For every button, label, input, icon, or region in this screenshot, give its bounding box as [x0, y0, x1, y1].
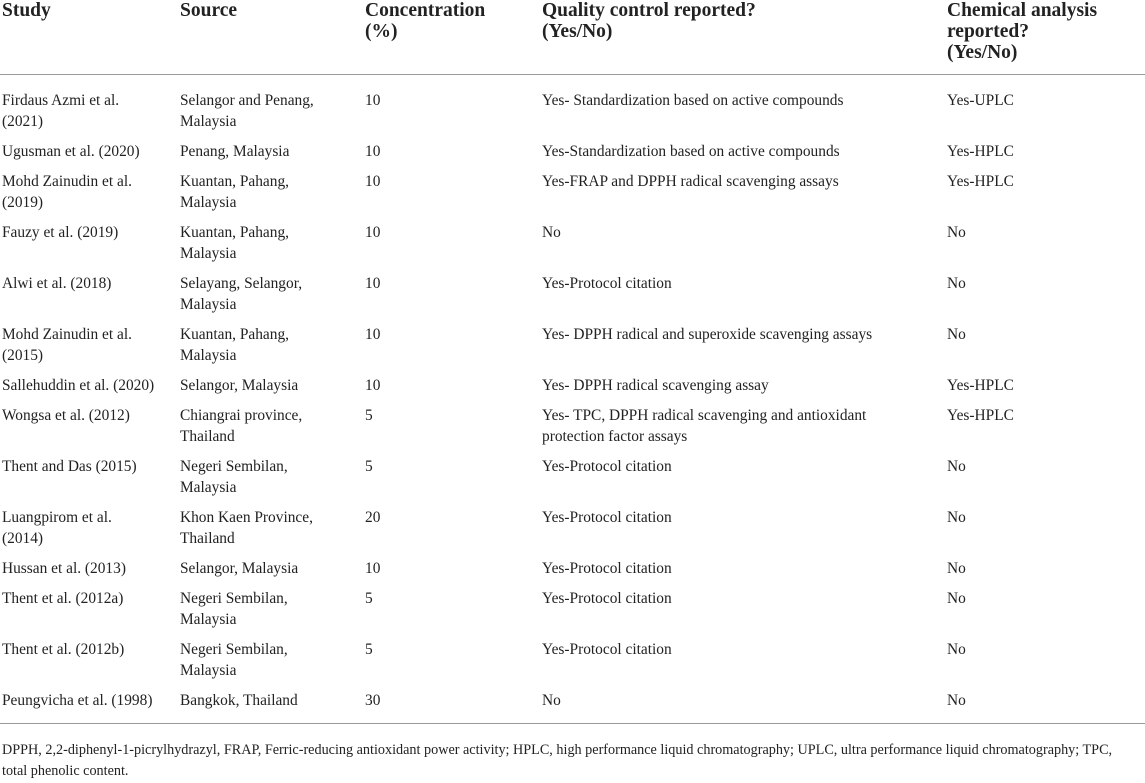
cell-chemical-analysis: No	[947, 508, 966, 526]
cell-quality-control: No	[542, 690, 947, 724]
cell-study: Alwi et al. (2018)	[2, 274, 112, 292]
cell-concentration: 10	[365, 559, 381, 577]
table-footnote: DPPH, 2,2-diphenyl-1-picrylhydrazyl, FRAP, Ferric-reducing antioxidant power activity; HPLC, high performance liquid chromatography; UPLC, ultra performance liquid chromatography; TPC, total phenolic content.	[2, 742, 1113, 779]
cell-concentration: 10	[365, 223, 381, 241]
table-row	[0, 690, 1145, 724]
cell-quality-control: Yes- DPPH radical scavenging assay	[542, 376, 769, 394]
cell-quality-control: Yes-Protocol citation	[542, 559, 672, 577]
cell-concentration: 10	[365, 376, 381, 394]
cell-source: Khon Kaen Province, Thailand	[180, 508, 313, 547]
table-row	[0, 171, 1145, 222]
table-row	[0, 90, 1145, 141]
cell-chemical-analysis: No	[947, 640, 966, 658]
cell-quality-control: Yes- DPPH radical and superoxide scavenging assays	[542, 325, 873, 343]
cell-source: Chiangrai province, Thailand	[180, 406, 303, 445]
cell-chemical-analysis: Yes-HPLC	[947, 172, 1014, 190]
table-row	[0, 456, 1145, 507]
cell-chemical-analysis: No	[947, 223, 966, 241]
cell-chemical-analysis: No	[947, 589, 966, 607]
cell-study: Thent et al. (2012b)	[2, 640, 125, 658]
cell-source: Selangor and Penang, Malaysia	[180, 91, 314, 130]
cell-concentration: 30	[365, 690, 542, 724]
cell-concentration: 5	[365, 457, 373, 475]
table-row	[0, 558, 1145, 588]
cell-quality-control: Yes- TPC, DPPH radical scavenging and antioxidant protection factor assays	[542, 406, 867, 445]
cell-quality-control: Yes-Protocol citation	[542, 274, 672, 292]
cell-chemical-analysis: No	[947, 457, 966, 475]
cell-chemical-analysis: No	[947, 325, 966, 343]
cell-source: Penang, Malaysia	[180, 142, 290, 160]
header-study: Study	[0, 0, 180, 74]
cell-study: Hussan et al. (2013)	[2, 559, 126, 577]
cell-chemical-analysis: Yes-HPLC	[947, 406, 1014, 424]
table-spacer	[0, 74, 1145, 90]
cell-study: Peungvicha et al. (1998)	[0, 690, 180, 724]
cell-concentration: 5	[365, 589, 373, 607]
cell-quality-control: Yes-Protocol citation	[542, 589, 672, 607]
header-quality-control: Quality control reported? (Yes/No)	[542, 0, 947, 74]
cell-quality-control: Yes-Protocol citation	[542, 640, 672, 658]
cell-study: Thent et al. (2012a)	[2, 589, 124, 607]
cell-chemical-analysis: Yes-HPLC	[947, 376, 1014, 394]
table-row	[0, 639, 1145, 690]
cell-source: Negeri Sembilan, Malaysia	[180, 457, 288, 496]
table-body	[0, 74, 1145, 723]
cell-chemical-analysis: Yes-UPLC	[947, 91, 1014, 109]
header-chemical-analysis: Chemical analysis reported? (Yes/No)	[947, 0, 1145, 74]
cell-source: Selayang, Selangor, Malaysia	[180, 274, 303, 313]
table-row	[0, 507, 1145, 558]
cell-concentration: 10	[365, 325, 381, 343]
table-row	[0, 324, 1145, 375]
cell-study: Luangpirom et al. (2014)	[2, 508, 112, 547]
table-row	[0, 588, 1145, 639]
cell-chemical-analysis: No	[947, 274, 966, 292]
table-row	[0, 273, 1145, 324]
cell-quality-control: Yes- Standardization based on active compounds	[542, 91, 844, 109]
cell-chemical-analysis: Yes-HPLC	[947, 142, 1014, 160]
cell-quality-control: Yes-Standardization based on active compounds	[542, 142, 840, 160]
cell-study: Mohd Zainudin et al. (2015)	[2, 325, 132, 364]
cell-study: Ugusman et al. (2020)	[2, 142, 140, 160]
cell-quality-control: Yes-Protocol citation	[542, 508, 672, 526]
cell-concentration: 10	[365, 274, 381, 292]
cell-chemical-analysis: No	[947, 559, 966, 577]
cell-quality-control: Yes-Protocol citation	[542, 457, 672, 475]
cell-concentration: 10	[365, 91, 381, 109]
cell-source: Kuantan, Pahang, Malaysia	[180, 325, 289, 364]
cell-chemical-analysis: No	[947, 690, 1145, 724]
cell-source: Negeri Sembilan, Malaysia	[180, 589, 288, 628]
cell-study: Thent and Das (2015)	[2, 457, 137, 475]
cell-concentration: 10	[365, 142, 381, 160]
table-row	[0, 222, 1145, 273]
header-row	[0, 0, 1145, 74]
cell-source: Kuantan, Pahang, Malaysia	[180, 172, 289, 211]
cell-concentration: 5	[365, 406, 373, 424]
cell-quality-control: No	[542, 223, 561, 241]
cell-concentration: 10	[365, 172, 381, 190]
table-header	[0, 0, 1145, 74]
header-concentration: Concentration (%)	[365, 0, 542, 74]
cell-study: Firdaus Azmi et al. (2021)	[2, 91, 120, 130]
cell-source: Negeri Sembilan, Malaysia	[180, 640, 288, 679]
cell-source: Kuantan, Pahang, Malaysia	[180, 223, 289, 262]
cell-study: Sallehuddin et al. (2020)	[2, 376, 155, 394]
table-row	[0, 141, 1145, 171]
cell-concentration: 5	[365, 640, 373, 658]
cell-study: Wongsa et al. (2012)	[2, 406, 130, 424]
cell-source: Selangor, Malaysia	[180, 376, 299, 394]
cell-source: Bangkok, Thailand	[180, 690, 365, 724]
cell-source: Selangor, Malaysia	[180, 559, 299, 577]
cell-quality-control: Yes-FRAP and DPPH radical scavenging assays	[542, 172, 839, 190]
table-row	[0, 405, 1145, 456]
cell-study: Mohd Zainudin et al. (2019)	[2, 172, 132, 211]
cell-study: Fauzy et al. (2019)	[2, 223, 119, 241]
cell-concentration: 20	[365, 508, 381, 526]
header-source: Source	[180, 0, 365, 74]
table-row	[0, 375, 1145, 405]
